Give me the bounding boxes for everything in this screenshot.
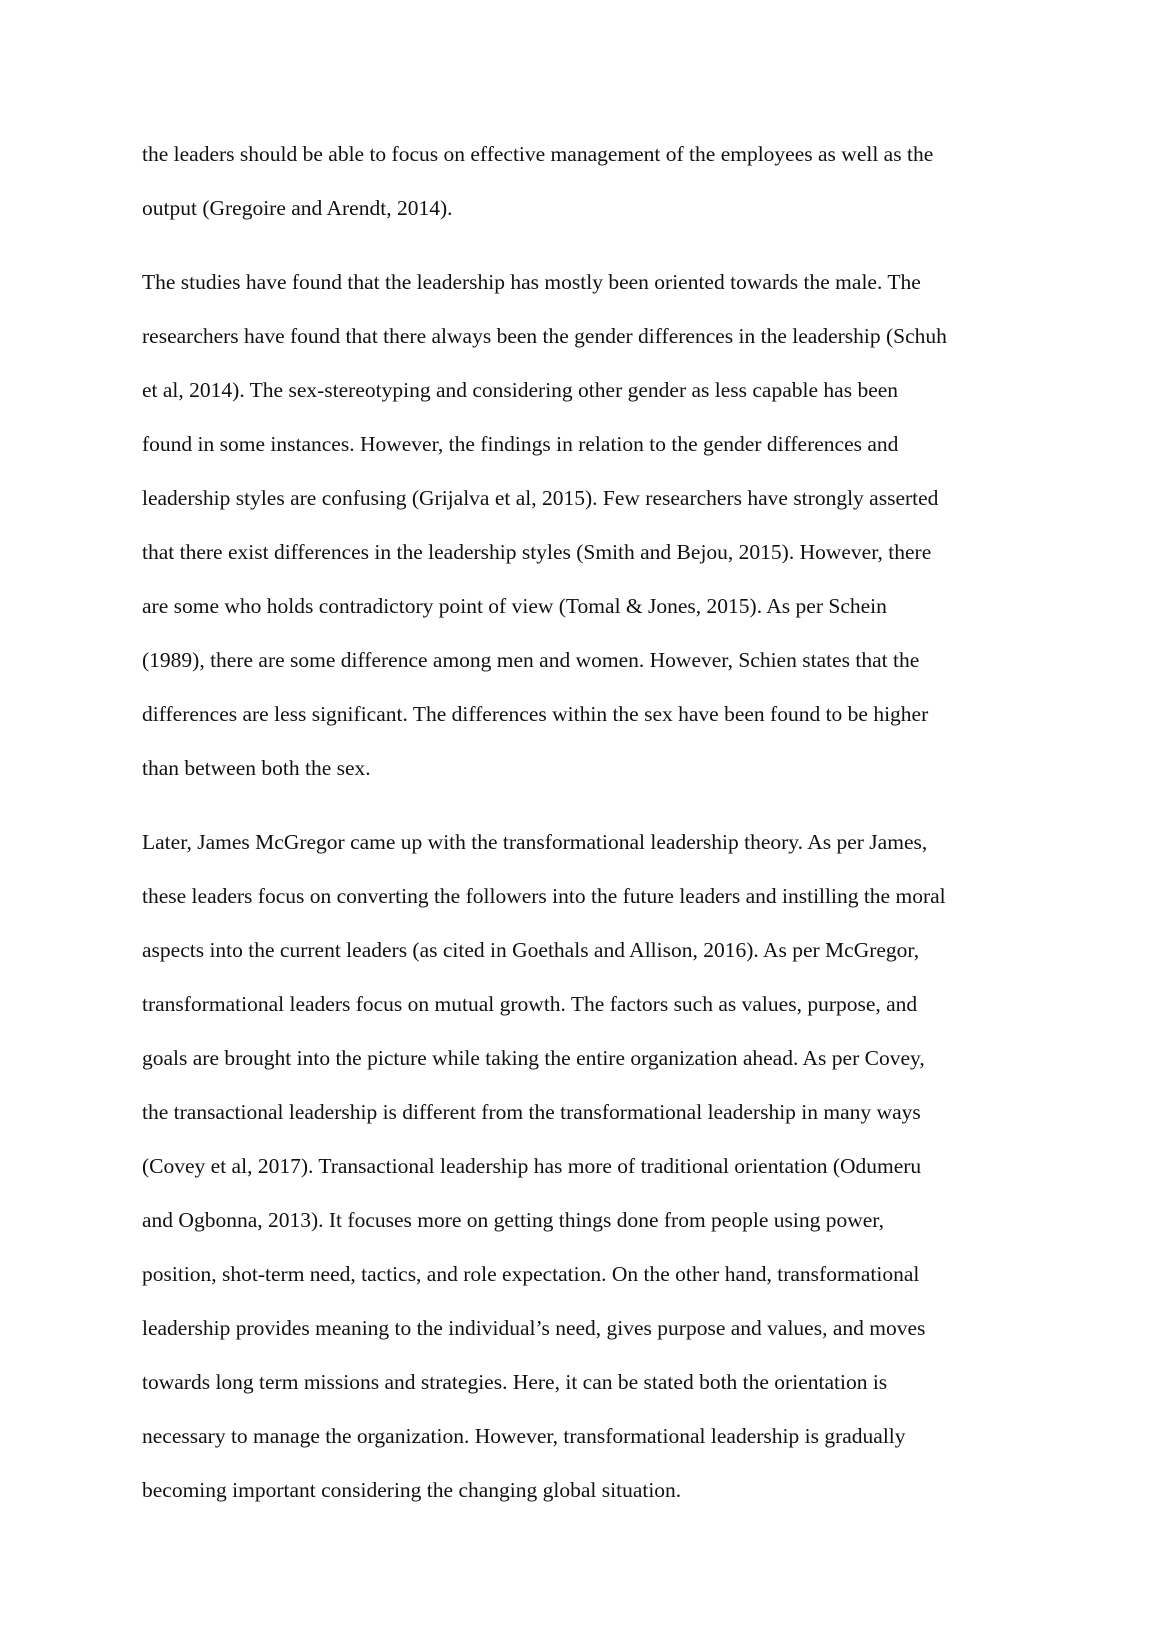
text-line: goals are brought into the picture while taking the entire organization ahead. As per Covey, (142, 1046, 925, 1070)
text-line: output (Gregoire and Arendt, 2014). (142, 196, 453, 220)
text-line: leadership provides meaning to the individual’s need, gives purpose and values, and moves (142, 1316, 926, 1340)
text-line: Later, James McGregor came up with the transformational leadership theory. As per James, (142, 830, 928, 854)
paragraph-2 (142, 255, 1022, 795)
text-line: et al, 2014). The sex-stereotyping and considering other gender as less capable has been (142, 378, 899, 402)
paragraph-3 (142, 815, 1022, 1517)
text-line: The studies have found that the leadership has mostly been oriented towards the male. The (142, 270, 921, 294)
text-line: the transactional leadership is different from the transformational leadership in many ways (142, 1100, 921, 1124)
text-line: are some who holds contradictory point of view (Tomal & Jones, 2015). As per Schein (142, 594, 887, 618)
text-line: and Ogbonna, 2013). It focuses more on getting things done from people using power, (142, 1208, 884, 1232)
text-line: aspects into the current leaders (as cited in Goethals and Allison, 2016). As per McGregor, (142, 938, 920, 962)
document-body (142, 127, 1022, 1517)
text-line: necessary to manage the organization. However, transformational leadership is gradually (142, 1424, 906, 1448)
text-line: differences are less significant. The differences within the sex have been found to be higher (142, 702, 929, 726)
text-line: (1989), there are some difference among men and women. However, Schien states that the (142, 648, 920, 672)
text-line: the leaders should be able to focus on effective management of the employees as well as the (142, 142, 934, 166)
text-line: towards long term missions and strategies. Here, it can be stated both the orientation is (142, 1370, 888, 1394)
text-line: position, shot-term need, tactics, and role expectation. On the other hand, transformational (142, 1262, 920, 1286)
text-line: that there exist differences in the leadership styles (Smith and Bejou, 2015). However, there (142, 540, 932, 564)
text-line: transformational leaders focus on mutual growth. The factors such as values, purpose, and (142, 992, 918, 1016)
text-line: these leaders focus on converting the followers into the future leaders and instilling the moral (142, 884, 946, 908)
text-line: becoming important considering the changing global situation. (142, 1478, 682, 1502)
text-line: leadership styles are confusing (Grijalva et al, 2015). Few researchers have strongly asserted (142, 486, 939, 510)
text-line: found in some instances. However, the findings in relation to the gender differences and (142, 432, 899, 456)
text-line: (Covey et al, 2017). Transactional leadership has more of traditional orientation (Odumeru (142, 1154, 922, 1178)
paragraph-1 (142, 127, 1022, 235)
text-line: researchers have found that there always been the gender differences in the leadership (Schuh (142, 324, 947, 348)
text-line: than between both the sex. (142, 756, 371, 780)
